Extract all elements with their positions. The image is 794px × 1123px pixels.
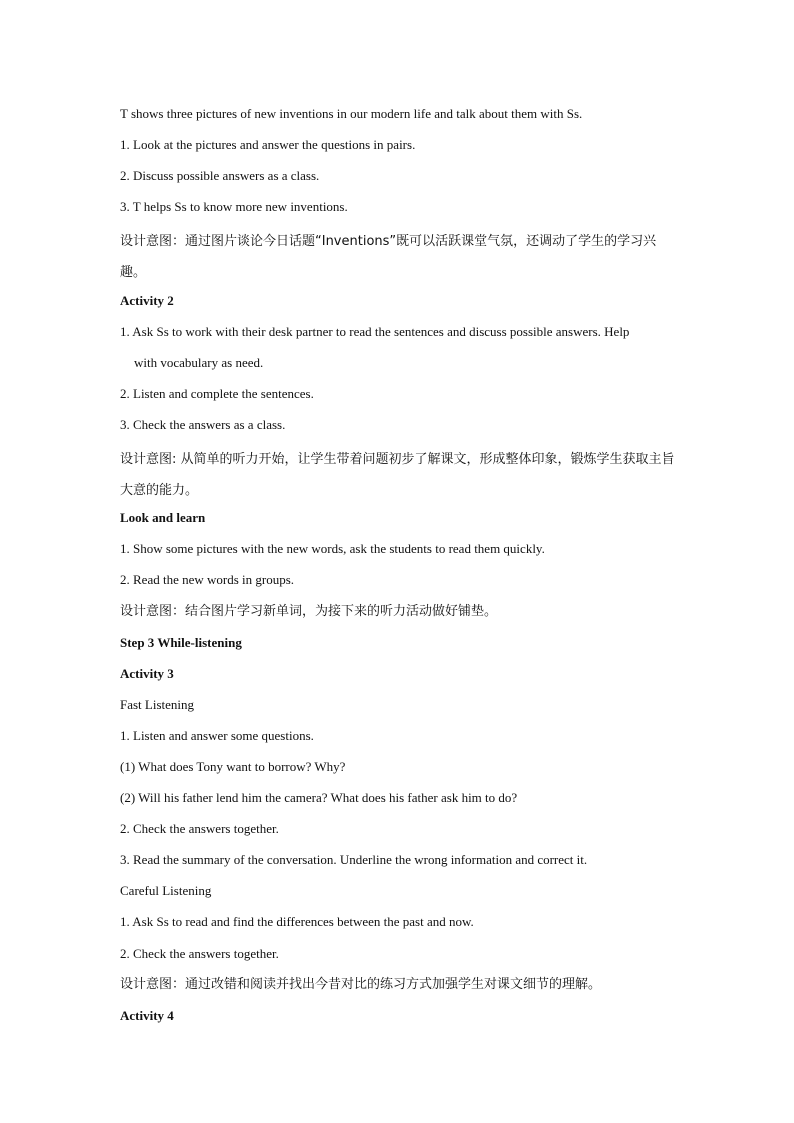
document-body — [120, 102, 680, 1035]
step-item: 1. Ask Ss to read and find the differences between the past and now. — [120, 914, 474, 930]
step-item: 2. Read the new words in groups. — [120, 572, 295, 588]
step-item: 2. Discuss possible answers as a class. — [120, 168, 320, 184]
step-item: 1. Listen and answer some questions. — [120, 727, 314, 743]
subsection-label: Careful Listening — [120, 883, 212, 899]
design-intent-note: 设计意图: 从简单的听力开始，让学生带着问题初步了解课文，形成整体印象，锻炼学生获取主旨大意的能力。 — [120, 452, 675, 499]
intro-line: T shows three pictures of new inventions in our modern life and talk about them with Ss. — [120, 106, 583, 121]
step-item: 2. Check the answers together. — [120, 821, 279, 837]
design-intent-note: 设计意图：通过改错和阅读并找出今昔对比的练习方式加强学生对课文细节的理解。 — [120, 976, 602, 992]
design-intent-note: 设计意图：结合图片学习新单词，为接下来的听力活动做好铺垫。 — [120, 603, 498, 619]
step-item: 3. Read the summary of the conversation. Underline the wrong information and correct it. — [120, 852, 588, 868]
step-item: 1. Look at the pictures and answer the questions in pairs. — [120, 137, 416, 153]
step-item-continuation: with vocabulary as need. — [134, 354, 264, 370]
section-heading: Activity 3 — [120, 665, 174, 681]
step-item: 2. Listen and complete the sentences. — [120, 385, 314, 401]
design-intent-note: 设计意图：通过图片谈论今日话题“Inventions”既可以活跃课堂气氛，还调动了学生的学习兴趣。 — [120, 234, 657, 281]
section-heading: Activity 4 — [120, 1007, 174, 1023]
question-item: (2) Will his father lend him the camera? What does his father ask him to do? — [120, 790, 518, 806]
step-item: 3. Check the answers as a class. — [120, 416, 286, 432]
question-item: (1) What does Tony want to borrow? Why? — [120, 758, 346, 774]
subsection-label: Fast Listening — [120, 696, 195, 712]
step-item: 2. Check the answers together. — [120, 945, 279, 961]
section-heading: Step 3 While-listening — [120, 634, 242, 650]
section-heading: Activity 2 — [120, 292, 174, 308]
step-item: 1. Ask Ss to work with their desk partner to read the sentences and discuss possible answers. Help — [120, 323, 630, 339]
section-heading: Look and learn — [120, 510, 206, 526]
step-item: 1. Show some pictures with the new words, ask the students to read them quickly. — [120, 541, 545, 557]
step-item: 3. T helps Ss to know more new inventions. — [120, 199, 348, 215]
